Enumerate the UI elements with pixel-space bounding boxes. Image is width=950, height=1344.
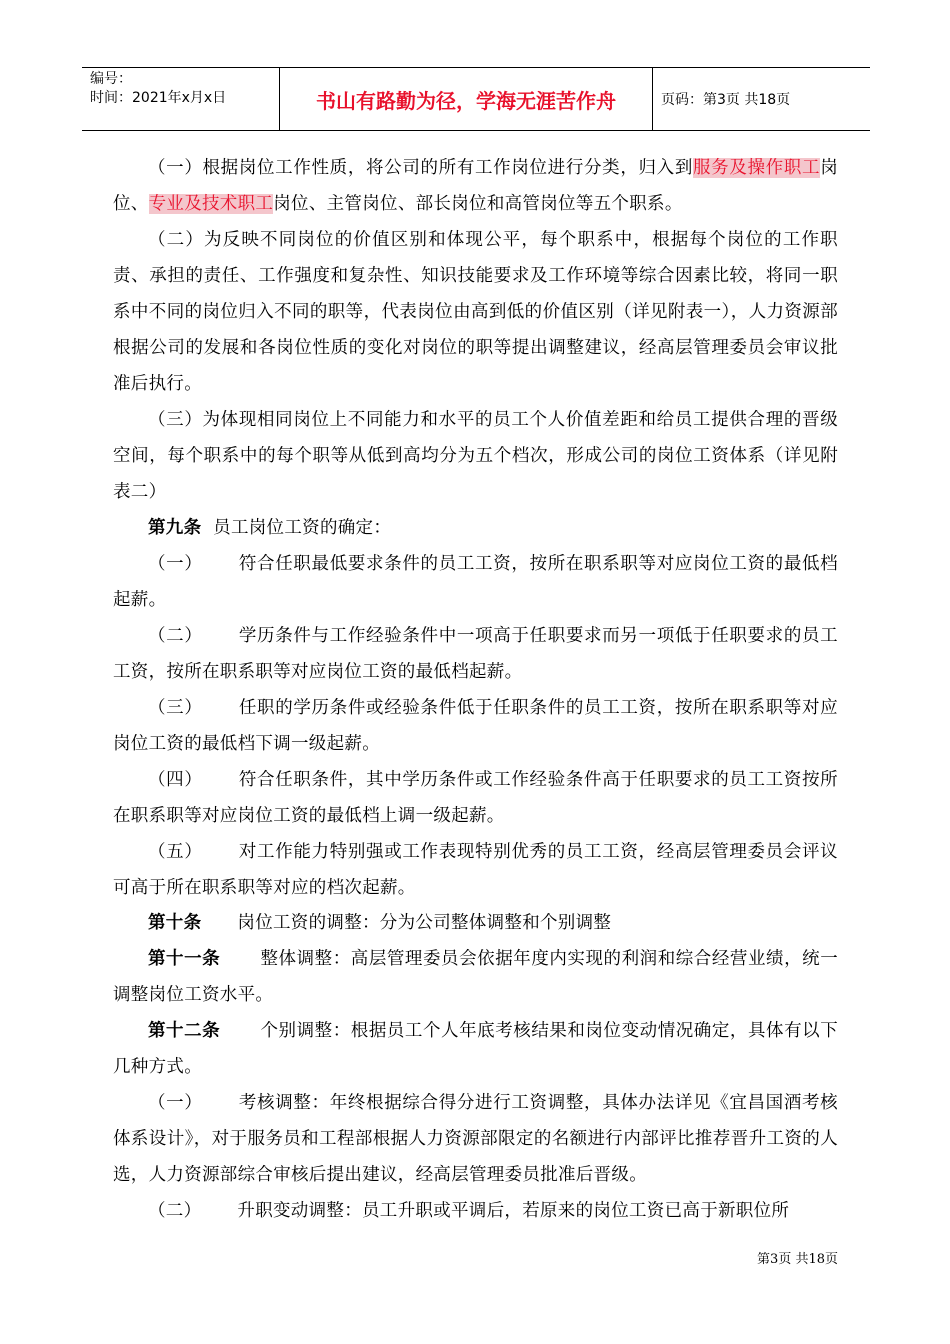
article-11-text: 整体调整：高层管理委员会依据年度内实现的利润和综合经营业绩，统一调整岗位工资水平。 <box>113 949 838 1005</box>
item-number: （一） <box>148 1093 203 1113</box>
document-body <box>113 150 838 1229</box>
item-text: 考核调整：年终根据综合得分进行工资调整，具体办法详见《宜昌国酒考核体系设计》，对于服务员和工程部根据人力资源部限定的名额进行内部评比推荐晋升工资的人选，人力资源部综合审核后提出建议，经高层管理委员批准后晋级。 <box>113 1093 838 1185</box>
para1-text-c: 岗位、主管岗位、部长岗位和高管岗位等五个职系。 <box>273 194 683 214</box>
para1-text-a: （一）根据岗位工作性质，将公司的所有工作岗位进行分类，归入到 <box>148 158 694 178</box>
item-text: 对工作能力特别强或工作表现特别优秀的员工工资，经高层管理委员会评议可高于所在职系职等对应的档次起薪。 <box>113 842 838 898</box>
item-number: （五） <box>148 842 203 862</box>
header-meta <box>82 68 280 130</box>
date-label: 时间：2021年x月x日 <box>90 90 227 106</box>
article-10-title: 第十条 <box>148 913 202 933</box>
paragraph-1 <box>113 150 838 222</box>
article-11-title: 第十一条 <box>148 949 221 969</box>
item-number: （二） <box>148 626 203 646</box>
code-label: 编号： <box>90 71 132 87</box>
item-number: （三） <box>148 698 203 718</box>
page-footer: 第3页 共18页 <box>757 1252 838 1267</box>
para1-text-b: 岗位、 <box>113 158 838 214</box>
article-12-title: 第十二条 <box>148 1021 221 1041</box>
article-12 <box>113 1013 838 1085</box>
header-page-label: 页码：第3页 共18页 <box>661 92 791 108</box>
list-item <box>113 690 838 762</box>
highlight-service-staff: 服务及操作职工 <box>693 158 821 178</box>
article-9-title: 第九条 <box>148 518 202 538</box>
list-item <box>113 546 838 618</box>
item-number: （二） <box>148 1201 202 1221</box>
header-motto: 书山有路勤为径，学海无涯苦作舟 <box>280 68 653 130</box>
page-header <box>82 67 870 131</box>
article-11 <box>113 941 838 1013</box>
list-item <box>113 762 838 834</box>
list-item <box>113 1085 838 1193</box>
highlight-technical-staff: 专业及技术职工 <box>148 194 274 214</box>
list-item <box>113 1193 838 1229</box>
item-text: 学历条件与工作经验条件中一项高于任职要求而另一项低于任职要求的员工工资，按所在职系职等对应岗位工资的最低档起薪。 <box>113 626 838 682</box>
item-text: 符合任职最低要求条件的员工工资，按所在职系职等对应岗位工资的最低档起薪。 <box>113 554 838 610</box>
item-text: 任职的学历条件或经验条件低于任职条件的员工工资，按所在职系职等对应岗位工资的最低档下调一级起薪。 <box>113 698 838 754</box>
list-item <box>113 834 838 906</box>
item-text: 升职变动调整：员工升职或平调后，若原来的岗位工资已高于新职位所 <box>237 1201 790 1221</box>
article-12-text: 个别调整：根据员工个人年底考核结果和岗位变动情况确定，具体有以下几种方式。 <box>113 1021 838 1077</box>
article-10 <box>113 906 838 941</box>
item-text: 符合任职条件，其中学历条件或工作经验条件高于任职要求的员工工资按所在职系职等对应岗位工资的最低档上调一级起薪。 <box>113 770 838 826</box>
article-10-text: 岗位工资的调整：分为公司整体调整和个别调整 <box>237 913 612 933</box>
item-number: （一） <box>148 554 203 574</box>
paragraph-3: （三）为体现相同岗位上不同能力和水平的员工个人价值差距和给员工提供合理的晋级空间，每个职系中的每个职等从低到高均分为五个档次，形成公司的岗位工资体系（详见附表二） <box>113 410 838 502</box>
item-number: （四） <box>148 770 203 790</box>
article-9-text: 员工岗位工资的确定： <box>213 518 392 538</box>
article-9 <box>113 510 838 546</box>
list-item <box>113 618 838 690</box>
paragraph-2: （二）为反映不同岗位的价值区别和体现公平，每个职系中，根据每个岗位的工作职责、承担的责任、工作强度和复杂性、知识技能要求及工作环境等综合因素比较，将同一职系中不同的岗位归入不同的职等，代表岗位由高到低的价值区别（详见附表一），人力资源部根据公司的发展和各岗位性质的变化对岗位的职等提出调整建议，经高层管理委员会审议批准后执行。 <box>113 230 838 394</box>
